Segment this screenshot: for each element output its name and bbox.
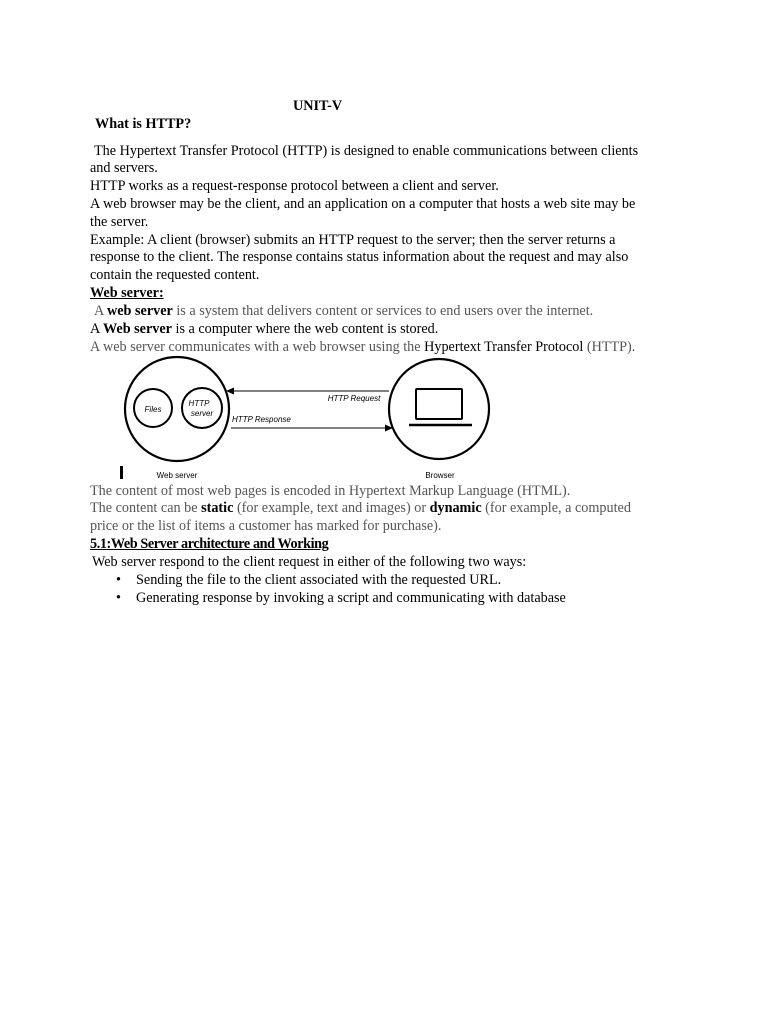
unit-title: UNIT-V [293, 98, 343, 114]
content-line1: The content of most web pages is encoded in Hypertext Markup Language (HTML). [90, 483, 571, 499]
intro-p3-line1: A web browser may be the client, and an application on a computer that hosts a web site may be [90, 196, 636, 212]
architecture-heading: 5.1:Web Server architecture and Working [90, 536, 329, 552]
browser-circle [389, 359, 489, 459]
http-server-label-line2: server [190, 409, 214, 418]
web-server-def2: A Web server is a computer where the web content is stored. [90, 321, 439, 337]
http-diagram [0, 352, 768, 482]
intro-p4-line1: Example: A client (browser) submits an HTTP request to the server; then the server returns a [90, 232, 616, 248]
content-line2: The content can be static (for example, text and images) or dynamic (for example, a computed [90, 500, 631, 516]
request-label: HTTP Request [327, 394, 381, 403]
architecture-intro: Web server respond to the client request in either of the following two ways: [92, 554, 527, 570]
section-title: What is HTTP? [95, 116, 192, 132]
content-line3: price or the list of items a customer has marked for purchase). [90, 518, 442, 534]
list-item: Sending the file to the client associated with the requested URL. [136, 572, 502, 588]
intro-p2: HTTP works as a request-response protocol between a client and server. [90, 178, 499, 194]
intro-p3-line2: the server. [90, 214, 149, 230]
laptop-icon [409, 389, 472, 425]
browser-caption: Browser [425, 471, 455, 480]
web-server-def1: A web server is a system that delivers content or services to end users over the internet. [94, 303, 594, 319]
intro-p4-line3: contain the requested content. [90, 267, 260, 283]
list-item: Generating response by invoking a script and communicating with database [136, 590, 566, 606]
intro-p1-line2: and servers. [90, 160, 158, 176]
web-server-caption: Web server [156, 471, 198, 480]
response-label: HTTP Response [232, 415, 291, 424]
files-label: Files [144, 405, 162, 414]
text-cursor-mark [120, 466, 123, 479]
http-server-label-line1: HTTP [188, 399, 210, 408]
intro-p4-line2: response to the client. The response contains status information about the request and may also [90, 249, 629, 265]
web-server-heading: Web server: [90, 285, 164, 301]
http-server-circle [182, 388, 222, 428]
bullet-marker: • [116, 572, 121, 588]
web-server-circle [125, 357, 229, 461]
web-server-def3: A web server communicates with a web browser using the Hypertext Transfer Protocol (HTTP). [90, 339, 636, 355]
bullet-marker: • [116, 590, 121, 606]
intro-p1-line1: The Hypertext Transfer Protocol (HTTP) is designed to enable communications between clients [94, 143, 639, 159]
